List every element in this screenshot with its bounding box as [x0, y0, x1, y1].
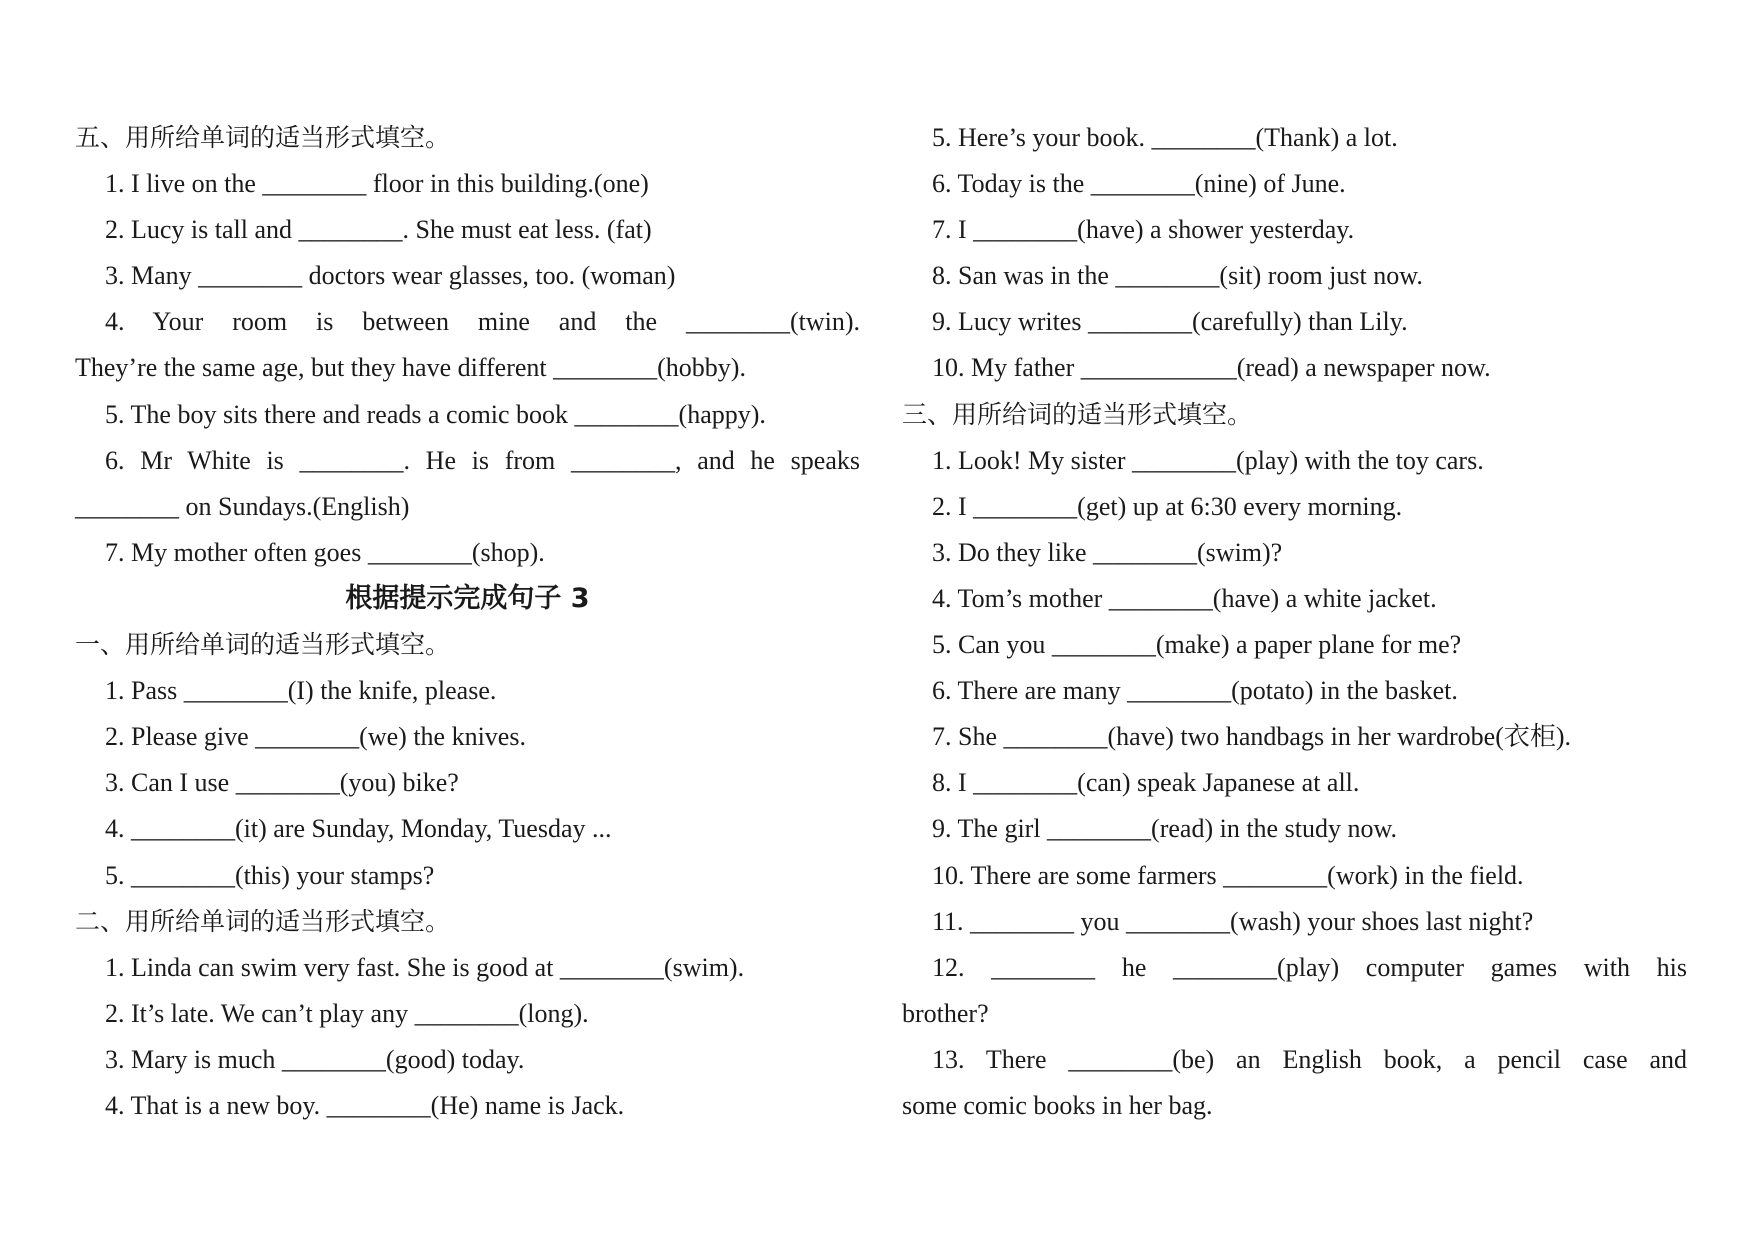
right-column	[902, 115, 1687, 1129]
exercise-line: 8. San was in the ________(sit) room just now.	[932, 261, 1423, 291]
exercise-line: 2. Lucy is tall and ________. She must eat less. (fat)	[105, 215, 652, 245]
exercise-line: 5. ________(this) your stamps?	[105, 860, 435, 890]
exercise-line: 3. Can I use ________(you) bike?	[105, 768, 459, 798]
section-heading-1: 一、用所给单词的适当形式填空。	[75, 630, 451, 660]
exercise-line: 9. Lucy writes ________(carefully) than Lily.	[932, 307, 1408, 337]
section-heading-5: 五、用所给单词的适当形式填空。	[75, 123, 451, 152]
exercise-line: 1. I live on the ________ floor in this building.(one)	[105, 169, 649, 199]
exercise-continuation: They’re the same age, but they have different ________(hobby).	[75, 353, 746, 383]
exercise-line: 12. ________ he ________(play) computer games with his	[932, 952, 1687, 982]
exercise-line: 4. ________(it) are Sunday, Monday, Tuesday ...	[105, 814, 612, 844]
section-heading-2: 二、用所给单词的适当形式填空。	[75, 906, 451, 936]
exercise-line: 5. Can you ________(make) a paper plane for me?	[932, 630, 1462, 660]
exercise-line: 10. There are some farmers ________(work) in the field.	[932, 860, 1524, 890]
left-column	[75, 115, 860, 1129]
exercise-line: 4. Your room is between mine and the ________(twin).	[105, 307, 860, 337]
exercise-line: 5. Here’s your book. ________(Thank) a lot.	[932, 123, 1398, 152]
worksheet-title: 根据提示完成句子 3	[345, 582, 590, 614]
exercise-line: 7. My mother often goes ________(shop).	[105, 537, 545, 567]
exercise-line: 3. Do they like ________(swim)?	[932, 537, 1283, 567]
exercise-line: 3. Mary is much ________(good) today.	[105, 1044, 525, 1074]
exercise-line: 9. The girl ________(read) in the study now.	[932, 814, 1398, 844]
exercise-line: 13. There ________(be) an English book, a pencil case and	[932, 1044, 1687, 1074]
exercise-continuation: ________ on Sundays.(English)	[75, 491, 410, 521]
exercise-line: 7. I ________(have) a shower yesterday.	[932, 215, 1355, 245]
exercise-line: 7. She ________(have) two handbags in her wardrobe(衣柜).	[932, 722, 1572, 752]
section-heading-3: 三、用所给词的适当形式填空。	[902, 399, 1253, 429]
exercise-line: 2. I ________(get) up at 6:30 every morning.	[932, 491, 1403, 521]
exercise-line: 6. Mr White is ________. He is from ________, and he speaks	[105, 445, 860, 475]
exercise-line: 4. That is a new boy. ________(He) name is Jack.	[105, 1090, 625, 1120]
exercise-continuation: brother?	[902, 998, 989, 1028]
exercise-line: 10. My father ____________(read) a newspaper now.	[932, 353, 1491, 383]
exercise-line: 6. Today is the ________(nine) of June.	[932, 169, 1346, 199]
exercise-line: 4. Tom’s mother ________(have) a white jacket.	[932, 583, 1437, 613]
exercise-line: 2. Please give ________(we) the knives.	[105, 722, 526, 752]
exercise-line: 11. ________ you ________(wash) your shoes last night?	[932, 906, 1534, 936]
exercise-line: 6. There are many ________(potato) in the basket.	[932, 676, 1458, 706]
exercise-line: 1. Linda can swim very fast. She is good at ________(swim).	[105, 952, 745, 982]
exercise-line: 2. It’s late. We can’t play any ________(long).	[105, 998, 589, 1028]
exercise-line: 1. Look! My sister ________(play) with the toy cars.	[932, 445, 1484, 475]
exercise-line: 1. Pass ________(I) the knife, please.	[105, 676, 497, 706]
exercise-line: 3. Many ________ doctors wear glasses, too. (woman)	[105, 261, 676, 291]
exercise-line: 5. The boy sits there and reads a comic book ________(happy).	[105, 399, 766, 429]
exercise-line: 8. I ________(can) speak Japanese at all.	[932, 768, 1360, 798]
exercise-continuation: some comic books in her bag.	[902, 1090, 1213, 1120]
